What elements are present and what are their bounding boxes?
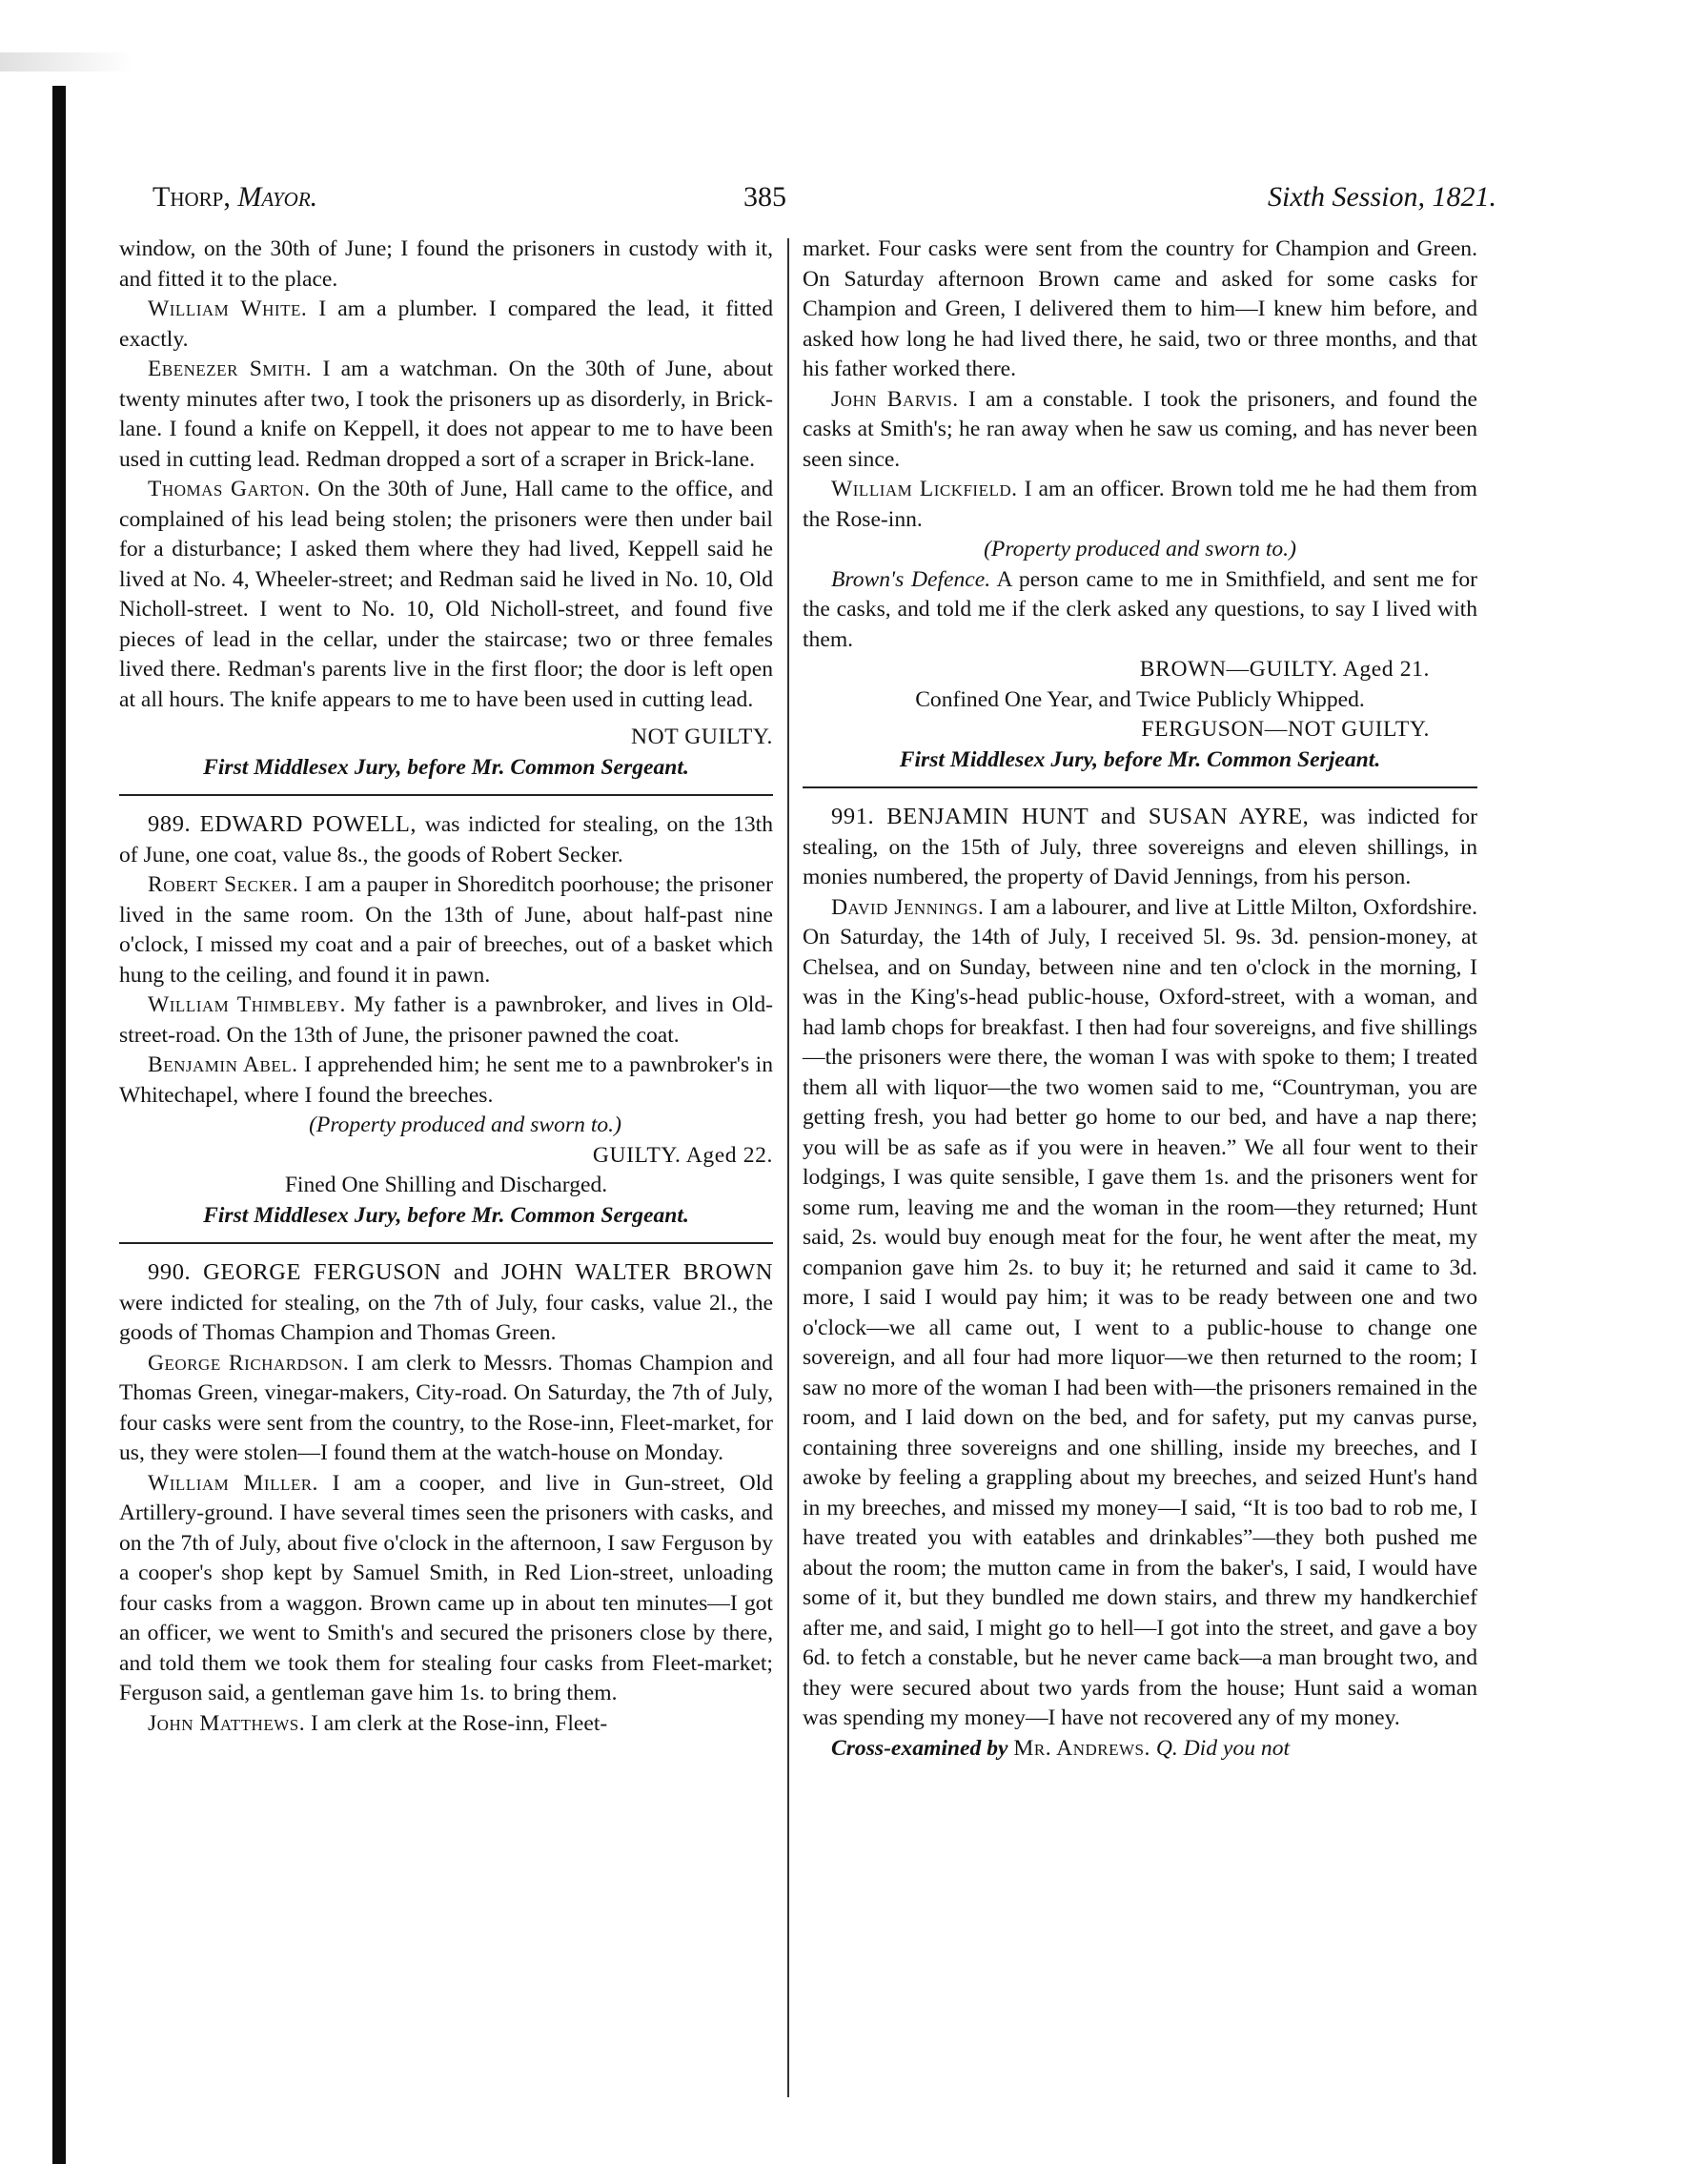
witness-name: John Barvis.	[831, 386, 959, 412]
testimony-william-white: William White. I am a plumber. I compared the lead, it fitted exactly.	[119, 296, 773, 352]
section-rule	[803, 786, 1477, 788]
jury-line: First Middlesex Jury, before Mr. Common Sergeant.	[203, 1202, 689, 1228]
witness-name: Ebenezer Smith.	[148, 357, 313, 381]
jury-line: First Middlesex Jury, before Mr. Common Serjeant.	[899, 746, 1381, 772]
witness-name: Robert Secker.	[148, 872, 299, 897]
page-number: 385	[743, 181, 786, 213]
witness-name: Thomas Garton.	[148, 477, 311, 501]
defence-statement: Brown's Defence. A person came to me in Smithfield, and sent me for the casks, and told me if the clerk asked any questions, to say I lived with them.	[803, 566, 1477, 652]
testimony-george-richardson: George Richardson. I am clerk to Messrs. Thomas Champion and Thomas Green, vinegar-makers, City-road. On Saturday, the 7th of July, four casks were sent from the country, to the Rose-inn, Fleet-market, for us, they were stolen—I found them at the watch-house on Monday.	[119, 1350, 773, 1465]
witness-name: George Richardson.	[148, 1350, 350, 1376]
verdict: GUILTY. Aged 22.	[592, 1142, 773, 1168]
case-991: 991. BENJAMIN HUNT and SUSAN AYRE, was indicted for stealing, on the 15th of July, three sovereigns and eleven shillings, in monies numbered, the property of David Jennings, from his person.	[803, 804, 1477, 889]
left-column	[119, 235, 773, 1739]
right-column	[803, 235, 1477, 1764]
case-989: 989. EDWARD POWELL, was indicted for stealing, on the 13th of June, one coat, value 8s., the goods of Robert Secker.	[119, 811, 773, 867]
testimony-william-thimbleby: William Thimbleby. My father is a pawnbroker, and lives in Old-street-road. On the 13th of June, the prisoner pawned the coat.	[119, 992, 774, 1048]
defence-label: Brown's Defence.	[831, 566, 991, 592]
property-note: (Property produced and sworn to.)	[984, 537, 1296, 561]
sentence: Fined One Shilling and Discharged.	[284, 1173, 608, 1197]
sentence: Confined One Year, and Twice Publicly Whipped.	[915, 686, 1365, 712]
verdict: NOT GUILTY.	[630, 725, 773, 749]
case-heading: 990. GEORGE FERGUSON and JOHN WALTER BROWN	[148, 1259, 773, 1285]
testimony-john-barvis: John Barvis. I am a constable. I took the prisoners, and found the casks at Smith's; he ran away when he saw us coming, and has never been seen since.	[803, 386, 1477, 472]
case-heading: 991. BENJAMIN HUNT and SUSAN AYRE,	[831, 804, 1310, 829]
section-rule	[119, 794, 773, 796]
running-head-left: Thorp, Mayor.	[153, 181, 318, 213]
column-divider	[787, 238, 789, 2097]
testimony-ebenezer-smith: Ebenezer Smith. I am a watchman. On the 30th of June, about twenty minutes after two, I took the prisoners up as disorderly, in Brick-lane. I found a knife on Keppell, it does not appear to me to have been used in cutting lead. Redman dropped a sort of a scraper in Brick-lane.	[119, 357, 774, 472]
cross-label: Cross-examined by	[831, 1735, 1008, 1761]
verdict: BROWN—GUILTY. Aged 21.	[1139, 657, 1430, 682]
witness-name: William Lickfield.	[831, 477, 1018, 501]
witness-name: David Jennings.	[831, 894, 985, 920]
binding-edge	[52, 86, 66, 2164]
case-heading: 989. EDWARD POWELL,	[148, 811, 417, 837]
counsel-name: Mr. Andrews.	[1013, 1735, 1150, 1761]
testimony-benjamin-abel: Benjamin Abel. I apprehended him; he sent me to a pawnbroker's in Whitechapel, where I found the breeches.	[119, 1052, 773, 1108]
witness-name: William White.	[148, 296, 308, 321]
case-990: 990. GEORGE FERGUSON and JOHN WALTER BROWN were indicted for stealing, on the 7th of July, four casks, value 2l., the goods of Thomas Champion and Thomas Green.	[119, 1259, 773, 1345]
testimony-david-jennings: David Jennings. I am a labourer, and live at Little Milton, Oxfordshire. On Saturday, the 14th of July, I received 5l. 9s. 3d. pension-money, at Chelsea, and on Sunday, between nine and ten o'clock in the morning, I was in the King's-head public-house, Oxford-street, with a woman, and had lamb chops for breakfast. I then had four sovereigns, and five shillings—the prisoners were there, the woman I was with spoke to them; I treated them all with liquor—the two women said to me, “Countryman, you are getting fresh, you had better go home to our bed, and have a nap there; you will be as safe as if you were in heaven.” We all four went to their lodgings, I was quite sensible, I gave them 1s. and the prisoners went for some rum, leaving me and the woman in the room—they returned; Hunt said, 2s. would buy enough meat for the four, he went after the meat, my companion gave him 2s. to buy it; he returned and said it came to 3d. more, I said I would pay him; it was to be ready between one and two o'clock—we all came out, I went to a public-house to change one sovereign, and all four had more liquor—we then returned to the room; I saw no more of the woman I had been with—the prisoners remained in the room, and I laid down on the bed, and for safety, put my canvas purse, containing three sovereigns and one shilling, inside my breeches, and I awoke by feeling a grappling about my breeches, and seized Hunt's hand in my breeches, and missed my money—I said, “It is too bad to rob me, I have treated you with eatables and drinkables”—they both pushed me about the room; the mutton came in from the baker's, I said, I would have some of it, but they bundled me down stairs, and threw my handkerchief after me, and said, I might go to hell—I got into the street, and gave a boy 6d. to fetch a constable, but he never came back—a man brought two, and they were secured about two yards from the house; Hunt said a woman was spending my money—I have not recovered any of my money.	[803, 894, 1477, 1730]
witness-name: William Miller.	[148, 1470, 318, 1496]
testimony-thomas-garton: Thomas Garton. On the 30th of June, Hall came to the office, and complained of his lead being stolen; the prisoners were then under bail for a disturbance; I asked them where they had lived, Keppell said he lived at No. 4, Wheeler-street; and Redman said he lived in No. 10, Old Nicholl-street. I went to No. 10, Old Nicholl-street, and found five pieces of lead in the cellar, under the staircase; two or three females lived there. Redman's parents live in the first floor; the door is left open at all hours. The knife appears to me to have been used in cutting lead.	[119, 477, 773, 712]
running-head-right: Sixth Session, 1821.	[1268, 181, 1496, 213]
testimony-robert-secker: Robert Secker. I am a pauper in Shoreditch poorhouse; the prisoner lived in the same room. On the 13th of June, about half-past nine o'clock, I missed my coat and a pair of breeches, out of a basket which hung to the ceiling, and found it in pawn.	[119, 872, 773, 988]
question: Q. Did you not	[1155, 1735, 1291, 1761]
witness-name: John Matthews.	[148, 1710, 306, 1736]
witness-name: William Thimbleby.	[148, 992, 346, 1017]
paragraph: window, on the 30th of June; I found the prisoners in custody with it, and fitted it to the place.	[119, 236, 773, 292]
property-note: (Property produced and sworn to.)	[309, 1112, 621, 1137]
jury-line: First Middlesex Jury, before Mr. Common Sergeant.	[203, 754, 689, 780]
scan-shadow	[0, 52, 133, 71]
cross-examination	[803, 1734, 1477, 1765]
paragraph: market. Four casks were sent from the country for Champion and Green. On Saturday afternoon Brown came and asked for some casks for Champion and Green, I delivered them to him—I knew him before, and asked how long he had lived there, he said, two or three months, and that his father worked there.	[803, 236, 1477, 381]
section-rule	[119, 1242, 773, 1244]
testimony-john-matthews: John Matthews. I am clerk at the Rose-inn, Fleet-	[148, 1710, 608, 1736]
testimony-william-lickfield: William Lickfield. I am an officer. Brown told me he had them from the Rose-inn.	[803, 477, 1477, 532]
testimony-william-miller: William Miller. I am a cooper, and live in Gun-street, Old Artillery-ground. I have several times seen the prisoners with casks, and on the 7th of July, about five o'clock in the afternoon, I saw Ferguson by a cooper's shop kept by Samuel Smith, in Red Lion-street, unloading four casks from a waggon. Brown came up in about ten minutes—I got an officer, we went to Smith's and secured the prisoners close by there, and told them we took them for stealing four casks from Fleet-market; Ferguson said, a gentleman gave him 1s. to bring them.	[119, 1470, 774, 1705]
witness-name: Benjamin Abel.	[148, 1052, 298, 1077]
verdict: FERGUSON—NOT GUILTY.	[1141, 717, 1430, 742]
running-head	[153, 181, 1496, 219]
